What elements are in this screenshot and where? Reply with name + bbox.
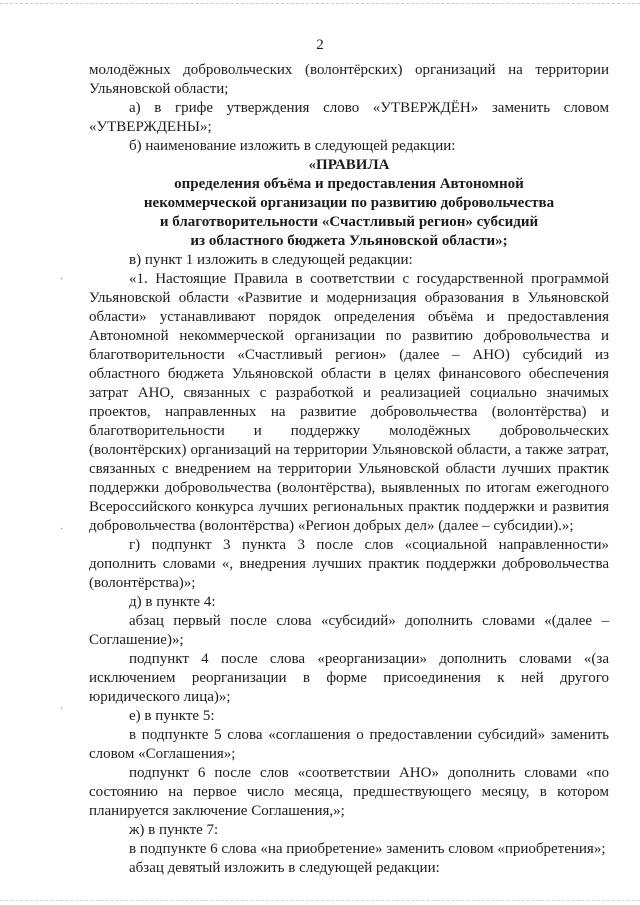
rules-title [89,156,609,251]
document-body [89,61,609,878]
amendment-paragraph-12: абзац девятый изложить в следующей редакции: [129,860,440,876]
paragraph-2: а) в грифе утверждения слово «УТВЕРЖДЁН» заменить словом «УТВЕРЖДЕНЫ»; [89,100,609,135]
title-line-5: из областного бюджета Ульяновской области»; [190,233,508,249]
scan-edge-top [0,3,640,4]
title-line-4: и благотворительности «Счастливый регион» субсидий [159,214,539,230]
amendment-paragraph-2: «1. Настоящие Правила в соответствии с государственной программой Ульяновской области «Развитие и модернизация образования в Ульяновской области» устанавливают порядок определения объёма и предоставления Автономной некоммерческой организации по развитию добровольчества и благотворительности «Счастливый регион» (далее – АНО) субсидий из областного бюджета Ульяновской области в целях финансового обеспечения затрат АНО, связанных с разработкой и реализацией социально значимых проектов, направленных на развитие добровольчества (волонтёрства) и благотворительности и поддержку молодёжных добровольческих (волонтёрских) организаций на территории Ульяновской области, а также затрат, связанных с внедрением на территории Ульяновской области лучших практик поддержки добровольчества (волонтёрства), выявленных по итогам ежегодного Всероссийского конкурса лучших региональных практик поддержки и развития добровольчества (волонтёрства) «Регион добрых дел» (далее – субсидии).»; [89,271,609,534]
scan-mark: · [60,274,64,285]
amendment-paragraph-5: абзац первый после слова «субсидий» дополнить словами «(далее – Соглашение)»; [89,613,609,648]
amendment-paragraph-6: подпункт 4 после слова «реорганизации» дополнить словами «(за исключением реорганизации в форме присоединения к ней другого юридического лица)»; [89,651,609,705]
page-number: 2 [316,37,324,53]
amendment-paragraph-3: г) подпункт 3 пункта 3 после слов «социальной направленности» дополнить словами «, внедрения лучших практик поддержки добровольчества (волонтёрства)»; [89,537,609,591]
amendment-paragraph-8: в подпункте 5 слова «соглашения о предоставлении субсидий» заменить словом «Соглашения»; [89,727,609,762]
amendment-paragraph-7: е) в пункте 5: [129,708,215,724]
title-line-3: некоммерческой организации по развитию добровольчества [143,195,555,211]
title-line-2: определения объёма и предоставления Автономной [174,176,524,192]
amendment-paragraph-9: подпункт 6 после слов «соответствии АНО» дополнить словами «по состоянию на первое число месяца, предшествующего месяцу, в котором планируется заключение Соглашения,»; [89,765,609,819]
scan-mark: · [60,524,64,535]
title-line-1: «ПРАВИЛА [308,157,390,173]
paragraph-3: б) наименование изложить в следующей редакции: [129,138,456,154]
paragraphs-before-title [89,61,609,156]
scan-edge-bottom [0,900,640,901]
amendment-paragraph-10: ж) в пункте 7: [129,822,219,838]
scan-mark: · [60,704,64,715]
amendment-paragraph-11: в подпункте 6 слова «на приобретение» заменить словом «приобретения»; [129,841,606,857]
paragraphs-after-title [89,251,609,878]
amendment-paragraph-4: д) в пункте 4: [129,594,216,610]
amendment-paragraph-1: в) пункт 1 изложить в следующей редакции: [129,252,413,268]
paragraph-1: молодёжных добровольческих (волонтёрских) организаций на территории Ульяновской области; [89,62,609,97]
